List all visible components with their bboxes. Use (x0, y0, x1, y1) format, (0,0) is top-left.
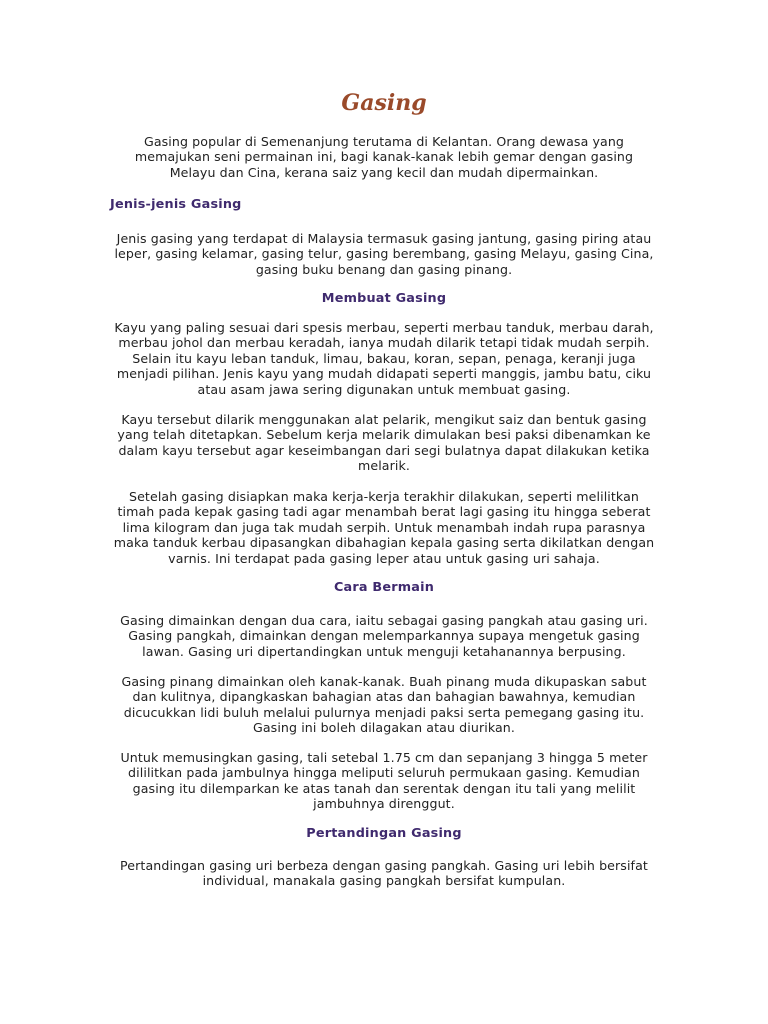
paragraph-cara-3: Untuk memusingkan gasing, tali setebal 1.75 cm dan sepanjang 3 hingga 5 meter dililitkan pada jambulnya hingga meliputi seluruh permukaan gasing. Kemudian gasing itu dilemparkan ke atas tanah dan serentak dengan itu tali yang melilit jambuhnya direnggut. (120, 750, 648, 812)
paragraph-membuat-3: Setelah gasing disiapkan maka kerja-kerja terakhir dilakukan, seperti melilitkan timah pada kepak gasing tadi agar menambah berat lagi gasing itu hingga seberat lima kilogram dan juga tak mudah serpih. Untuk menambah indah rupa parasnya maka tanduk kerbau dipasangkan dibahagian kepala gasing serta dikilatkan dengan varnis. Ini terdapat pada gasing leper atau untuk gasing uri sahaja. (113, 489, 655, 566)
paragraph-pertandingan: Pertandingan gasing uri berbeza dengan gasing pangkah. Gasing uri lebih bersifat individual, manakala gasing pangkah bersifat kumpulan. (120, 858, 648, 889)
section-heading-cara-bermain: Cara Bermain (333, 580, 435, 595)
paragraph-membuat-1: Kayu yang paling sesuai dari spesis merbau, seperti merbau tanduk, merbau darah, merbau johol dan merbau keradah, ianya mudah dilarik tetapi tidak mudah serpih. Selain itu kayu leban tanduk, limau, bakau, koran, sepan, penaga, keranji juga menjadi pilihan. Jenis kayu yang mudah didapati seperti manggis, jambu batu, ciku atau asam jawa sering digunakan untuk membuat gasing. (114, 320, 654, 397)
paragraph-cara-2: Gasing pinang dimainkan oleh kanak-kanak. Buah pinang muda dikupaskan sabut dan kulitnya, dipangkaskan bahagian atas dan bahagian bawahnya, kemudian dicucukkan lidi buluh melalui pulurnya menjadi paksi serta pemegang gasing itu. Gasing ini boleh dilagakan atau diurikan. (121, 674, 647, 736)
intro-paragraph: Gasing popular di Semenanjung terutama di Kelantan. Orang dewasa yang memajukan seni permainan ini, bagi kanak-kanak lebih gemar dengan gasing Melayu dan Cina, kerana saiz yang kecil dan mudah dipermainkan. (134, 134, 634, 180)
paragraph-cara-1: Gasing dimainkan dengan dua cara, iaitu sebagai gasing pangkah atau gasing uri. Gasing pangkah, dimainkan dengan melemparkannya supaya mengetuk gasing lawan. Gasing uri dipertandingkan untuk menguji ketahanannya berpusing. (120, 613, 648, 659)
section-heading-jenis: Jenis-jenis Gasing (110, 197, 242, 212)
title-logo (324, 86, 444, 120)
paragraph-membuat-2: Kayu tersebut dilarik menggunakan alat pelarik, mengikut saiz dan bentuk gasing yang telah ditetapkan. Sebelum kerja melarik dimulakan besi paksi dibenamkan ke dalam kayu tersebut agar keseimbangan dari segi bulatnya dapat dilakukan ketika melarik. (117, 412, 651, 474)
section-heading-pertandingan: Pertandingan Gasing (306, 826, 462, 841)
section-heading-membuat: Membuat Gasing (321, 291, 447, 306)
page-title: Gasing (341, 90, 427, 116)
title-wordmark (0, 86, 768, 124)
paragraph-jenis: Jenis gasing yang terdapat di Malaysia termasuk gasing jantung, gasing piring atau leper, gasing kelamar, gasing telur, gasing berembang, gasing Melayu, gasing Cina, gasing buku benang dan gasing pinang. (114, 231, 654, 277)
